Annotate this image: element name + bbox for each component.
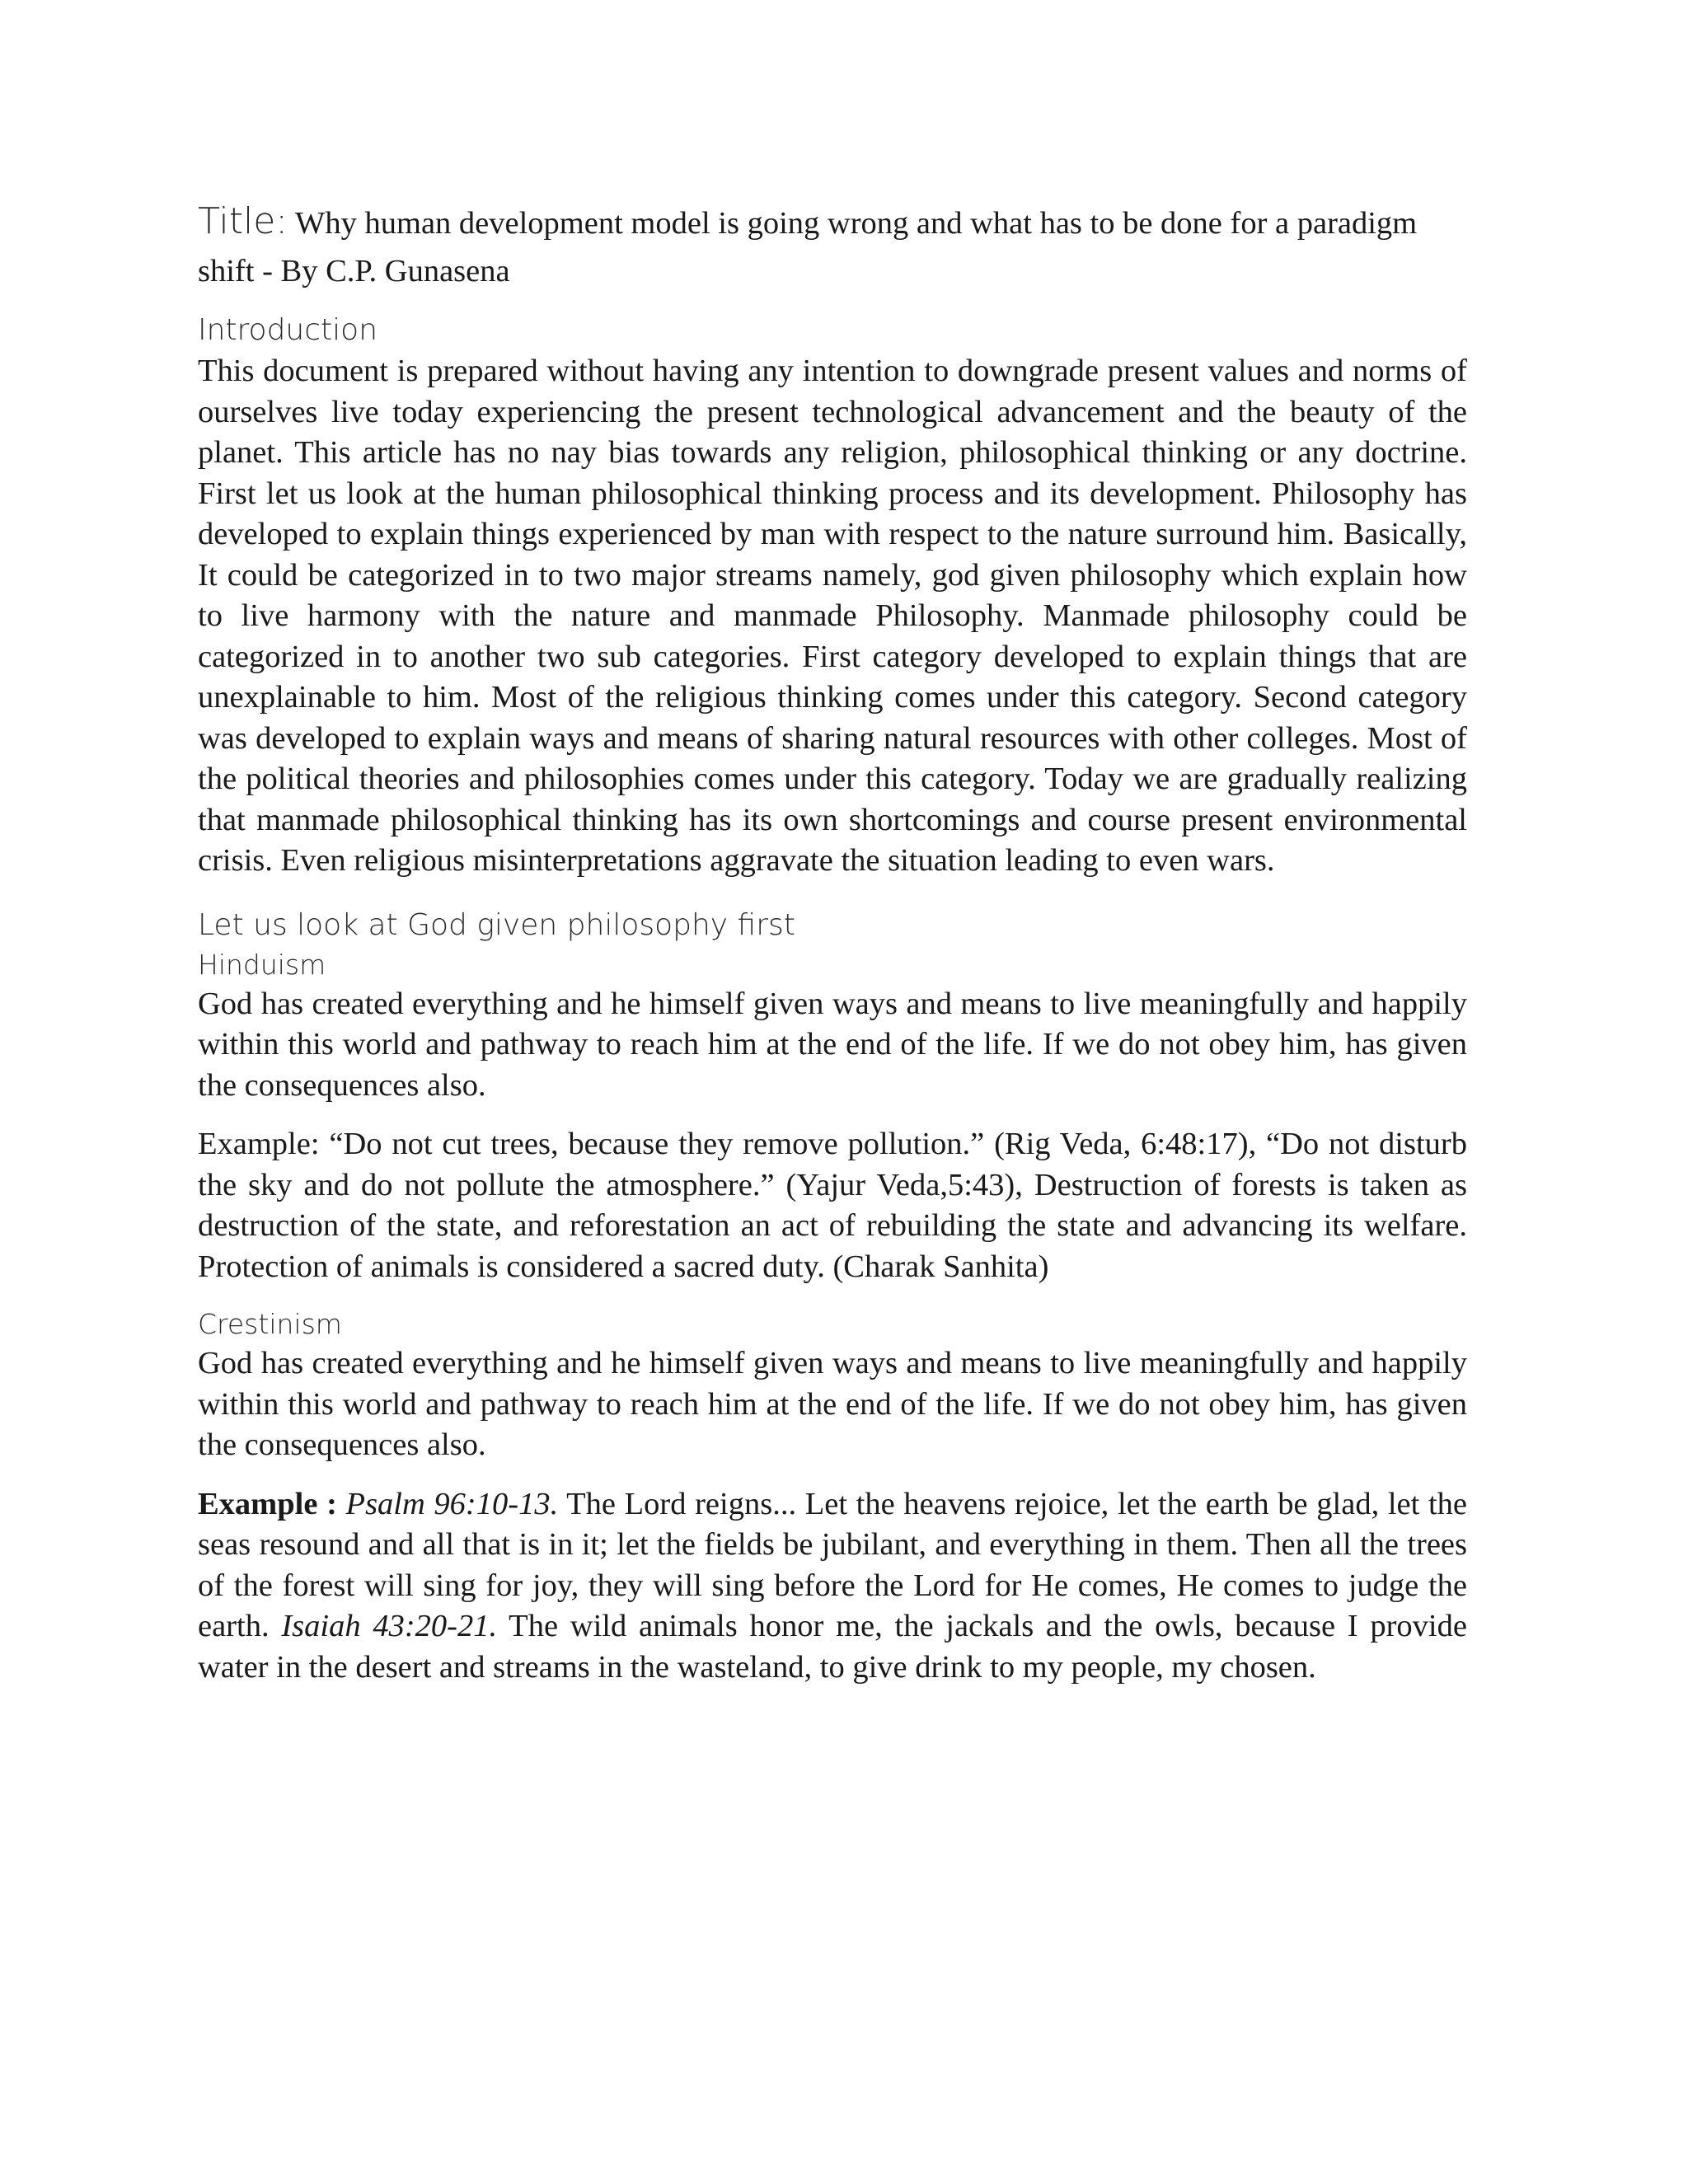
document-title: [198, 198, 1467, 295]
crestinism-paragraph: God has created everything and he himself given ways and means to live meaningfully and happily within this world and pathway to reach him at the end of the life. If we do not obey him, has given the consequences also.: [198, 1346, 1467, 1462]
crestinism-example-paragraph: [198, 1484, 1467, 1689]
example-label: Example :: [198, 1486, 337, 1521]
god-given-heading: Let us look at God given philosophy first: [198, 907, 795, 942]
introduction-paragraph: This document is prepared without having any intention to downgrade present values and norms of ourselves live today experiencing the present technological advancement and the beauty of the planet. This article has no nay bias towards any religion, philosophical thinking or any doctrine. First let us look at the human philosophical thinking process and its development. Philosophy has developed to explain things experienced by man with respect to the nature surround him. Basically, It could be categorized in to two major streams namely, god given philosophy which explain how to live harmony with the nature and manmade Philosophy. Manmade philosophy could be categorized in to another two sub categories. First category developed to explain things that are unexplainable to him. Most of the religious thinking comes under this category. Second category was developed to explain ways and means of sharing natural resources with other colleges. Most of the political theories and philosophies comes under this category. Today we are gradually realizing that manmade philosophical thinking has its own shortcomings and course present environmental crisis. Even religious misinterpretations aggravate the situation leading to even wars.: [198, 354, 1467, 878]
title-label: Title:: [198, 200, 288, 242]
isaiah-reference: Isaiah 43:20-21.: [281, 1609, 498, 1643]
hinduism-example-paragraph: Example: “Do not cut trees, because they remove pollution.” (Rig Veda, 6:48:17), “Do not disturb the sky and do not pollute the atmosphere.” (Yajur Veda,5:43), Destruction of forests is taken as destruction of the state, and reforestation an act of rebuilding the state and advancing its welfare. Protection of animals is considered a sacred duty. (Charak Sanhita): [198, 1127, 1467, 1284]
hinduism-paragraph: God has created everything and he himself given ways and means to live meaningfully and happily within this world and pathway to reach him at the end of the life. If we do not obey him, has given the consequences also.: [198, 986, 1467, 1103]
hinduism-heading: Hinduism: [198, 948, 326, 981]
introduction-heading: Introduction: [198, 313, 378, 347]
psalm-reference: Psalm 96:10-13.: [345, 1486, 559, 1521]
crestinism-heading: Crestinism: [198, 1308, 342, 1340]
isaiah-text: The wild animals honor me, the jackals and the owls, because I provide water in the desert and streams in the wasteland, to give drink to my people, my chosen.: [198, 1609, 1467, 1685]
psalm-text: The Lord reigns... Let the heavens rejoice, let the earth be glad, let the seas resound and all that is in it; let the fields be jubilant, and everything in them. Then all the trees of the forest will sing for joy, they will sing before the Lord for He comes, He comes to judge the earth.: [198, 1486, 1467, 1643]
document-page: [198, 198, 1467, 1688]
title-text: Why human development model is going wrong and what has to be done for a paradigm shift - By C.P. Gunasena: [198, 206, 1418, 288]
